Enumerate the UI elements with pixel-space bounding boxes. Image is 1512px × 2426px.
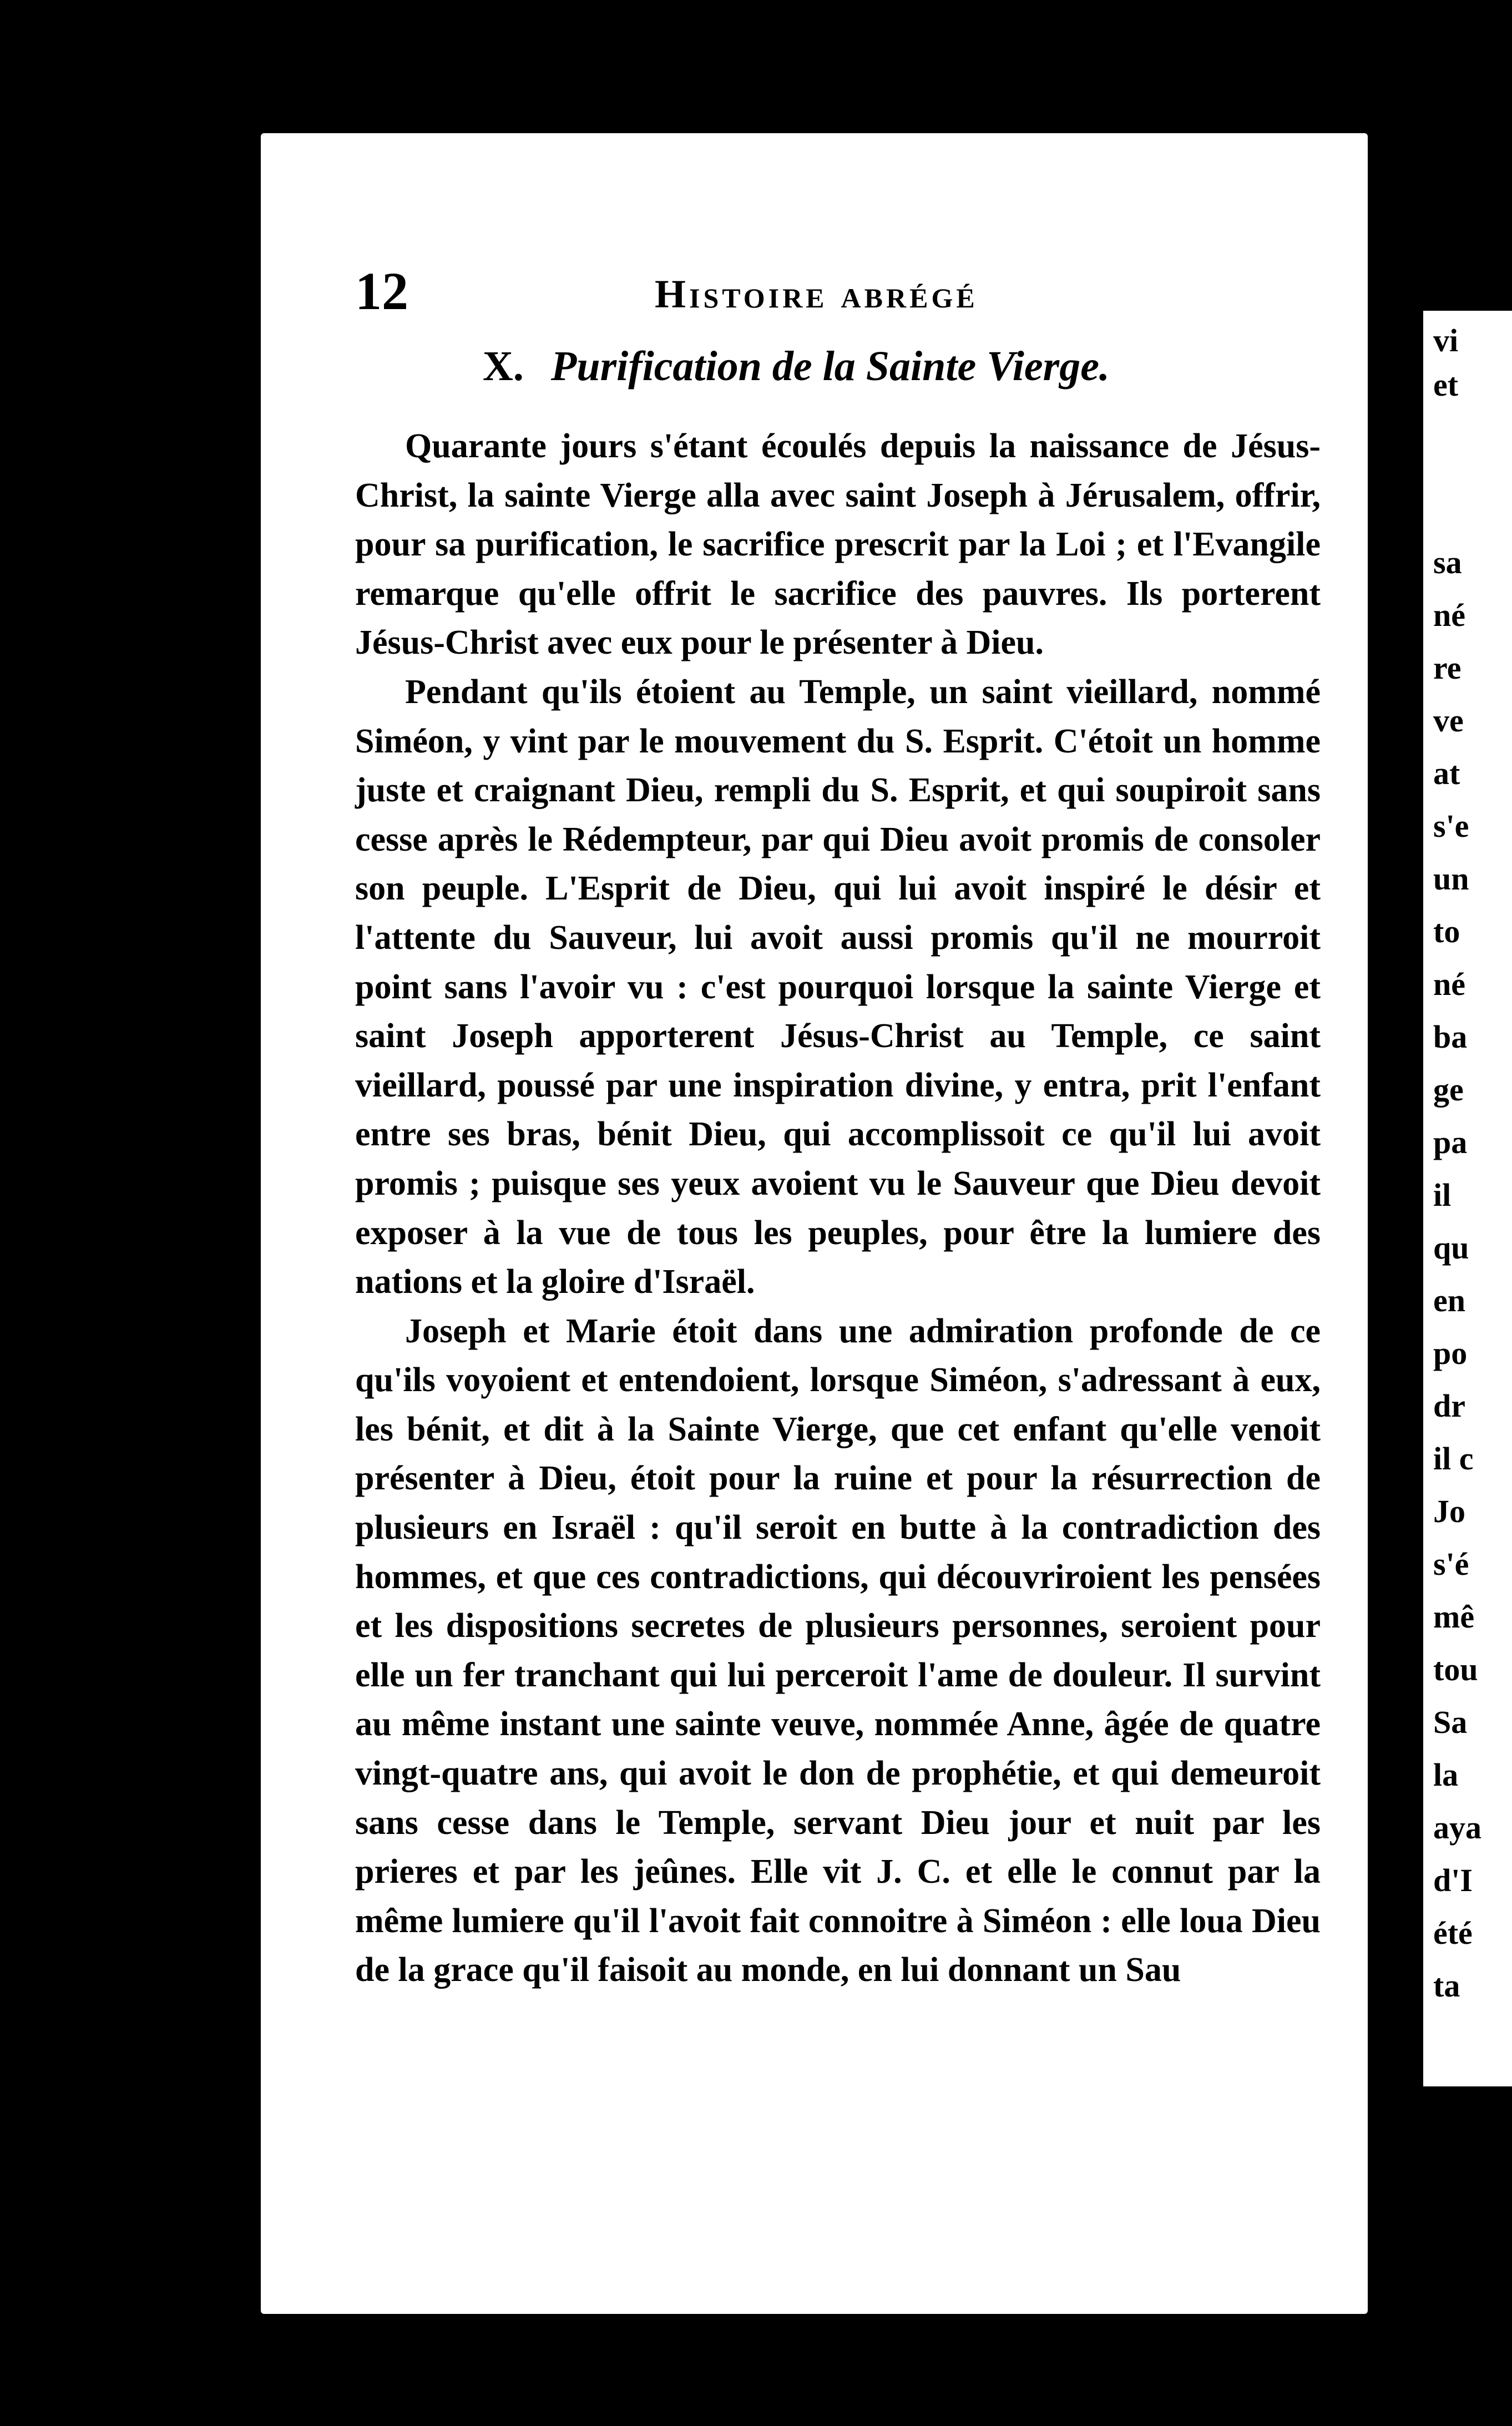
adjacent-page-fragment: sa (1433, 544, 1462, 580)
adjacent-page-fragment: né (1433, 597, 1465, 633)
page-corner-shadow (1398, 133, 1420, 300)
running-head (355, 261, 1321, 327)
section-number: X. (483, 343, 524, 390)
adjacent-page-fragment: s'é (1433, 1546, 1469, 1582)
adjacent-page-fragment: to (1433, 913, 1460, 949)
body-text (355, 422, 1321, 1995)
paragraph: Joseph et Marie étoit dans une admiration profonde de ce qu'ils voyoient et entendoient, lorsque Siméon, s'adressant à eux, les bénit, et dit à la Sainte Vierge, que cet enfant qu'elle venoit présenter à Dieu, étoit pour la ruine et pour la résurrection de plusieurs en Israël : qu'il seroit en butte à la contradiction des hommes, et que ces contradictions, qui découvriroient les pensées et les dispositions secretes de plusieurs personnes, seroient pour elle un fer tranchant qui lui perceroit l'ame de douleur. Il survint au même instant une sainte veuve, nommée Anne, âgée de quatre vingt-quatre ans, qui avoit le don de prophétie, et qui demeuroit sans cesse dans le Temple, servant Dieu jour et nuit par les prieres et par les jeûnes. Elle vit J. C. et elle le connut par la même lumiere qu'il l'avoit fait connoitre à Siméon : elle loua Dieu de la grace qu'il faisoit au monde, en lui donnant un Sau (355, 1312, 1321, 1989)
adjacent-page-fragment: né (1433, 966, 1465, 1002)
adjacent-page-fragment: Sa (1433, 1704, 1468, 1740)
adjacent-page-fragment: vi (1433, 322, 1459, 358)
adjacent-page-fragment: re (1433, 650, 1462, 686)
adjacent-page-fragment: la (1433, 1757, 1459, 1793)
adjacent-page-fragment: qu (1433, 1230, 1469, 1266)
section-title: Purification de la Sainte Vierge. (550, 343, 1110, 390)
adjacent-page-fragment: po (1433, 1335, 1468, 1371)
paragraph: Quarante jours s'étant écoulés depuis la naissance de Jésus-Christ, la sainte Vierge alla avec saint Joseph à Jérusalem, offrir, pour sa purification, le sacrifice prescrit par la Loi ; et l'Evangile remarque qu'elle offrit le sacrifice des pauvres. Ils porterent Jésus-Christ avec eux pour le présenter à Dieu. (355, 427, 1321, 662)
adjacent-page-fragment: at (1433, 755, 1460, 791)
paragraph: Pendant qu'ils étoient au Temple, un saint vieillard, nommé Siméon, y vint par le mouvement du S. Esprit. C'étoit un homme juste et craignant Dieu, rempli du S. Esprit, et qui soupiroit sans cesse après le Rédempteur, par qui Dieu avoit promis de consoler son peuple. L'Esprit de Dieu, qui lui avoit inspiré le désir et l'attente du Sauveur, lui avoit aussi promis qu'il ne mourroit point sans l'avoir vu : c'est pourquoi lorsque la sainte Vierge et saint Joseph apporterent Jésus-Christ au Temple, ce saint vieillard, poussé par une inspiration divine, y entra, prit l'enfant entre ses bras, bénit Dieu, qui accomplissoit ce qu'il lui avoit promis ; puisque ses yeux avoient vu le Sauveur que Dieu devoit exposer à la vue de tous les peuples, pour être la lumiere des nations et la gloire d'Israël. (355, 673, 1321, 1301)
adjacent-page-fragment: pa (1433, 1124, 1468, 1160)
adjacent-page-fragment: aya (1433, 1810, 1481, 1846)
adjacent-page-fragment: tou (1433, 1651, 1478, 1687)
adjacent-page-fragment: mê (1433, 1599, 1475, 1635)
adjacent-page-fragment: ve (1433, 702, 1464, 739)
running-title: Histoire abrégé (655, 272, 978, 316)
adjacent-page-fragment: ta (1433, 1968, 1460, 2004)
adjacent-page-fragment: en (1433, 1282, 1465, 1318)
adjacent-page-fragment: été (1433, 1915, 1473, 1951)
adjacent-page-fragment: Jo (1433, 1493, 1465, 1529)
gutter-shadow (1371, 122, 1383, 2286)
page-number: 12 (355, 261, 408, 321)
adjacent-page-fragment: ba (1433, 1019, 1468, 1055)
adjacent-page-fragment: ge (1433, 1072, 1464, 1108)
adjacent-page-strip (1423, 311, 1512, 2086)
adjacent-page-fragment: il (1433, 1177, 1452, 1213)
adjacent-page-fragment: dr (1433, 1388, 1465, 1424)
adjacent-page-fragment: et (1433, 367, 1459, 403)
adjacent-page-fragment: d'I (1433, 1862, 1473, 1898)
adjacent-page-fragment: un (1433, 861, 1469, 897)
adjacent-page-fragment: s'e (1433, 808, 1469, 844)
adjacent-page-fragment: il c (1433, 1441, 1474, 1477)
book-page (261, 133, 1368, 2314)
section-heading (483, 338, 1321, 394)
page-content (355, 261, 1321, 1995)
